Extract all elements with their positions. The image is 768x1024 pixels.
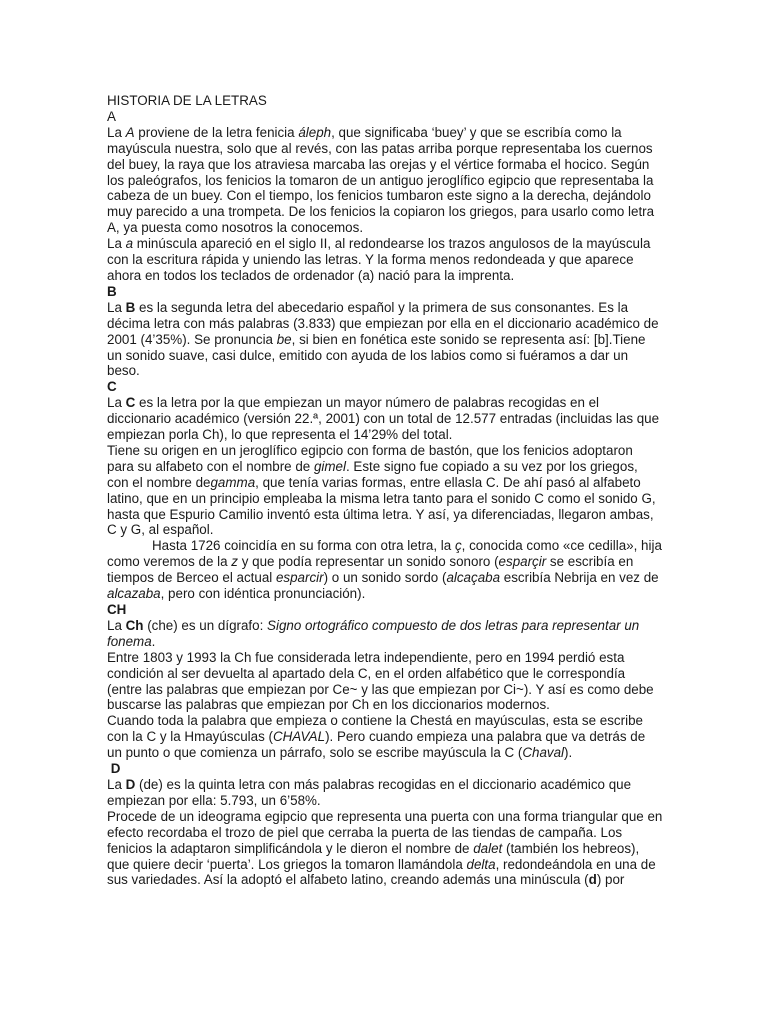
section-ch-heading: CH [107, 602, 127, 617]
section-c-heading: C [107, 379, 117, 395]
section-ch-paragraph-1: La Ch (che) es un dígrafo: Signo ortográfico compuesto de dos letras para representar un fonema. [107, 617, 640, 649]
section-c-paragraph-1: La C es la letra por la que empiezan un mayor número de palabras recogidas en el diccionario académico (versión 22.ª, 2001) con un total de 12.577 entradas (incluidas las que empiezan porla Ch), lo que representa el 14’29% del total. [107, 395, 660, 443]
document-page [107, 93, 663, 888]
section-d-paragraph-2: Procede de un ideograma egipcio que representa una puerta con una forma triangular que en efecto recordaba el trozo de piel que cerraba la puerta de las tiendas de campaña. Los fenicios la adaptaron simplificándola y le dieron el nombre de dalet (también los hebreos), que quiere decir ‘puerta’. Los griegos la tomaron llamándola delta, redondeándola en una de sus variedades. Así la adoptó el alfabeto latino, creando además una minúscula (d) por [107, 808, 663, 888]
section-b-heading: B [107, 283, 117, 299]
section-d-paragraph-1: La D (de) es la quinta letra con más palabras recogidas en el diccionario académico que empiezan por ella: 5.793, un 6’58%. [107, 776, 632, 808]
section-c-paragraph-3: Hasta 1726 coincidía en su forma con otra letra, la ç, conocida como «ce cedilla», hija como veremos de la z y que podía representar un sonido sonoro (esparçir se escribía en tiempos de Berceo el actual esparcir) o un sonido sordo (alcaçaba escribía Nebrija en vez de alcazaba, pero con idéntica pronunciación). [107, 538, 662, 602]
section-a-paragraph-1: La A proviene de la letra fenicia áleph, que significaba ‘buey’ y que se escribía como la mayúscula nuestra, solo que al revés, con las patas arriba porque representaba los cuernos del buey, la raya que los atraviesa marcaba las orejas y el vértice formaba el hocico. Según los paleógrafos, los fenicios la tomaron de un antiguo jeroglífico egipcio que representaba la cabeza de un buey. Con el tiempo, los fenicios tumbaron este signo a la derecha, dejándolo muy parecido a una trompeta. De los fenicios la copiaron los griegos, para usarlo como letra A, ya puesta como nosotros la conocemos. [107, 124, 655, 236]
section-ch-paragraph-3: Cuando toda la palabra que empieza o contiene la Chestá en mayúsculas, esta se escribe con la C y la Hmayúsculas (CHAVAL). Pero cuando empieza una palabra que va detrás de un punto o que comienza un párrafo, solo se escribe mayúscula la C (Chaval). [107, 713, 646, 761]
section-d-heading: D [107, 761, 121, 777]
section-b-paragraph-1: La B es la segunda letra del abecedario español y la primera de sus consonantes. Es la décima letra con más palabras (3.833) que empiezan por ella en el diccionario académico de 2001 (4’35%). Se pronuncia be, si bien en fonética este sonido se representa así: [b].Tiene un sonido suave, casi dulce, emitido con ayuda de los labios como si fuéramos a dar un beso. [107, 299, 659, 379]
section-c-paragraph-2: Tiene su origen en un jeroglífico egipcio con forma de bastón, que los fenicios adoptaron para su alfabeto con el nombre de gimel. Este signo fue copiado a su vez por los griegos, con el nombre degamma, que tenía varias formas, entre ellasla C. De ahí pasó al alfabeto latino, que en un principio empleaba la misma letra tanto para el sonido C como el sonido G, hasta que Espurio Camilio inventó esta última letra. Y así, ya diferenciadas, llegaron ambas, C y G, al español. [107, 442, 656, 538]
document-title: HISTORIA DE LA LETRAS [107, 93, 267, 108]
section-ch-paragraph-2: Entre 1803 y 1993 la Ch fue considerada letra independiente, pero en 1994 perdió esta condición al ser devuelta al apartado dela C, en el orden alfabético que le correspondía (entre las palabras que empiezan por Ce~ y las que empiezan por Ci~). Y así es como debe buscarse las palabras que empiezan por Ch en los diccionarios modernos. [107, 649, 654, 713]
section-a-heading: A [107, 108, 116, 124]
section-a-paragraph-2: La a minúscula apareció en el siglo II, al redondearse los trazos angulosos de la mayúscula con la escritura rápida y uniendo las letras. Y la forma menos redondeada y que aparece ahora en todos los teclados de ordenador (a) nació para la imprenta. [107, 236, 651, 283]
